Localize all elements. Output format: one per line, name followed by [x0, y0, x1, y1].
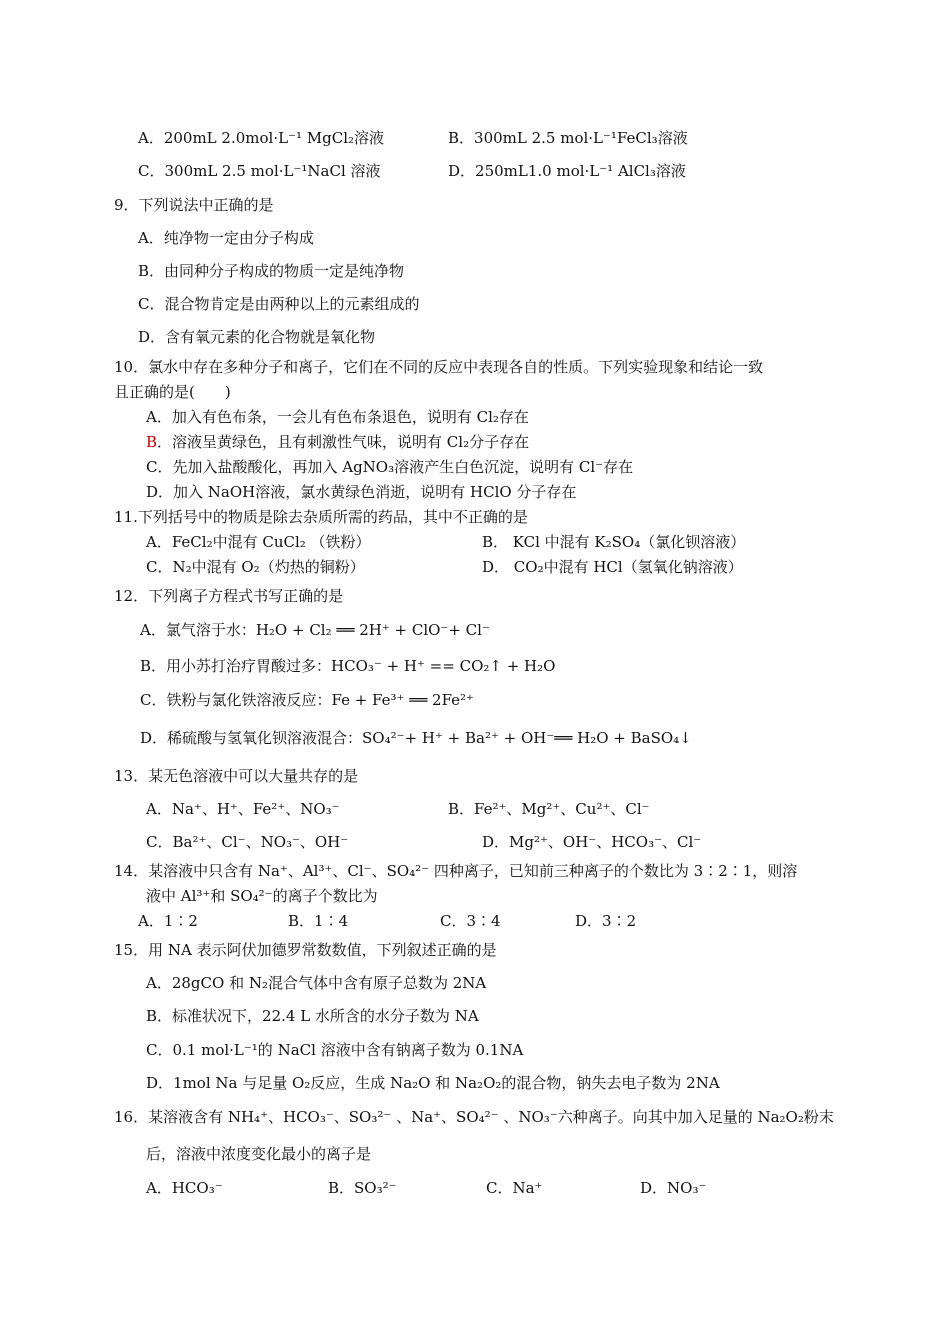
q10-option-b-letter: B	[146, 433, 158, 451]
q10-option-c: C．先加入盐酸酸化，再加入 AgNO₃溶液产生白色沉淀，说明有 Cl⁻存在	[146, 458, 634, 476]
q10-option-b-text: ．溶液呈黄绿色，且有刺激性气味，说明有 Cl₂分子存在	[157, 433, 530, 451]
q12-option-c: C．铁粉与氯化铁溶液反应：Fe + Fe³⁺ ══ 2Fe²⁺	[140, 691, 474, 709]
q14-stem-line1: 14．某溶液中只含有 Na⁺、Al³⁺、Cl⁻、SO₄²⁻ 四种离子，已知前三种离子的个数比为 3∶2∶1，则溶	[114, 862, 798, 880]
q9-option-d: D．含有氧元素的化合物就是氧化物	[138, 328, 376, 346]
q15-option-d: D．1mol Na 与足量 O₂反应，生成 Na₂O 和 Na₂O₂的混合物，钠失去电子数为 2NA	[146, 1074, 720, 1092]
q16-option-a: A．HCO₃⁻	[146, 1179, 223, 1197]
q10-stem-line1: 10．氯水中存在多种分子和离子，它们在不同的反应中表现各自的性质。下列实验现象和结论一致	[114, 358, 764, 376]
q9-option-b: B．由同种分子构成的物质一定是纯净物	[138, 262, 405, 280]
q12-option-b: B．用小苏打治疗胃酸过多：HCO₃⁻ + H⁺ == CO₂↑ + H₂O	[140, 657, 556, 675]
q16-option-c: C．Na⁺	[486, 1179, 543, 1197]
q11-option-b: B． KCl 中混有 K₂SO₄（氯化钡溶液）	[482, 533, 746, 551]
q12-stem: 12．下列离子方程式书写正确的是	[114, 587, 344, 605]
q8-option-d: D．250mL1.0 mol·L⁻¹ AlCl₃溶液	[448, 162, 686, 180]
q8-option-a: A．200mL 2.0mol·L⁻¹ MgCl₂溶液	[138, 129, 384, 147]
q14-option-c: C．3∶4	[440, 912, 501, 930]
q15-option-c: C．0.1 mol·L⁻¹的 NaCl 溶液中含有钠离子数为 0.1NA	[146, 1041, 524, 1059]
q14-option-b: B．1∶4	[288, 912, 349, 930]
q14-option-d: D．3∶2	[575, 912, 637, 930]
q16-option-b: B．SO₃²⁻	[328, 1179, 397, 1197]
q10-option-b	[146, 432, 529, 452]
q13-option-b: B．Fe²⁺、Mg²⁺、Cu²⁺、Cl⁻	[448, 800, 650, 818]
q8-option-b: B．300mL 2.5 mol·L⁻¹FeCl₃溶液	[448, 129, 688, 147]
q15-option-b: B．标准状况下，22.4 L 水所含的水分子数为 NA	[146, 1007, 479, 1025]
q9-option-c: C．混合物肯定是由两种以上的元素组成的	[138, 295, 420, 313]
q13-option-d: D．Mg²⁺、OH⁻、HCO₃⁻、Cl⁻	[482, 833, 702, 851]
q9-option-a: A．纯净物一定由分子构成	[138, 229, 314, 247]
q11-option-d: D． CO₂中混有 HCl（氢氧化钠溶液）	[482, 558, 743, 576]
q11-option-a: A．FeCl₂中混有 CuCl₂ （铁粉）	[146, 533, 371, 551]
q15-option-a: A．28gCO 和 N₂混合气体中含有原子总数为 2NA	[146, 974, 487, 992]
q9-stem: 9．下列说法中正确的是	[114, 196, 274, 214]
q16-stem-line1: 16．某溶液含有 NH₄⁺、HCO₃⁻、SO₃²⁻ 、Na⁺、SO₄²⁻ 、NO₃⁻六种离子。向其中加入足量的 Na₂O₂粉末	[114, 1108, 834, 1126]
q16-option-d: D．NO₃⁻	[640, 1179, 707, 1197]
q13-option-a: A．Na⁺、H⁺、Fe²⁺、NO₃⁻	[146, 800, 340, 818]
q8-option-c: C．300mL 2.5 mol·L⁻¹NaCl 溶液	[138, 162, 381, 180]
q13-stem: 13．某无色溶液中可以大量共存的是	[114, 767, 359, 785]
q10-option-a: A．加入有色布条，一会儿有色布条退色，说明有 Cl₂存在	[146, 408, 529, 426]
q12-option-a: A．氯气溶于水：H₂O + Cl₂ ══ 2H⁺ + ClO⁻+ Cl⁻	[140, 621, 490, 639]
q16-stem-line2: 后，溶液中浓度变化最小的离子是	[146, 1145, 372, 1163]
q11-option-c: C．N₂中混有 O₂（灼热的铜粉）	[146, 558, 365, 576]
q14-stem-line2: 液中 Al³⁺和 SO₄²⁻的离子个数比为	[146, 887, 378, 905]
q10-stem-line2: 且正确的是( )	[114, 383, 231, 401]
q13-option-c: C．Ba²⁺、Cl⁻、NO₃⁻、OH⁻	[146, 833, 349, 851]
q15-stem: 15．用 NA 表示阿伏加德罗常数数值，下列叙述正确的是	[114, 941, 497, 959]
q14-option-a: A．1∶2	[138, 912, 198, 930]
q11-stem: 11.下列括号中的物质是除去杂质所需的药品，其中不正确的是	[114, 508, 528, 526]
q10-option-d: D．加入 NaOH溶液，氯水黄绿色消逝，说明有 HClO 分子存在	[146, 483, 577, 501]
q12-option-d: D．稀硫酸与氢氧化钡溶液混合：SO₄²⁻+ H⁺ + Ba²⁺ + OH⁻══ H₂O + BaSO₄↓	[140, 729, 692, 747]
